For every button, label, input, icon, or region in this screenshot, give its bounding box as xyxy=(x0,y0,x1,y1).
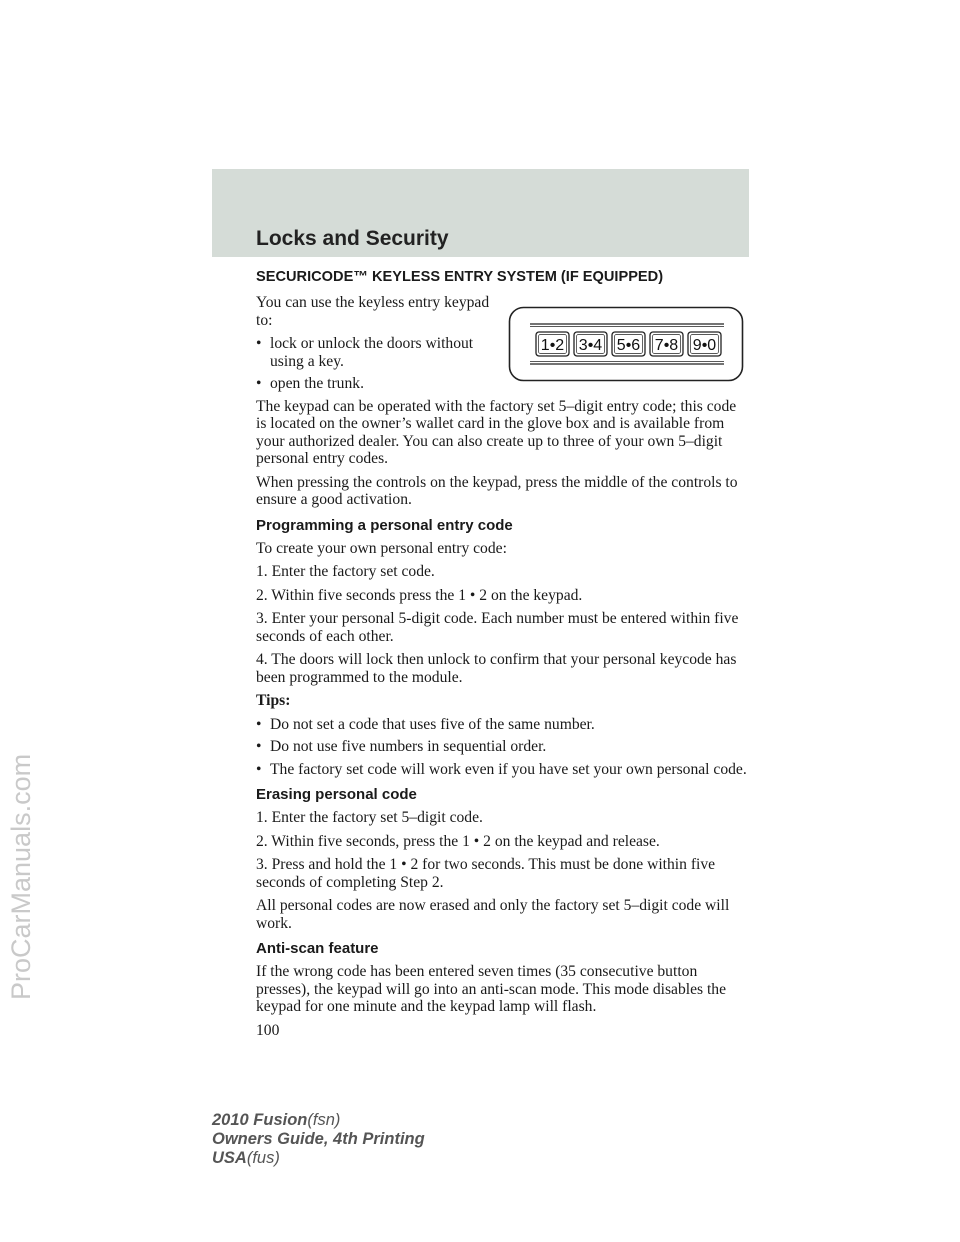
paragraph: When pressing the controls on the keypad, press the middle of the controls to ensure a good activation. xyxy=(256,473,738,508)
keypad-button-1 xyxy=(536,332,569,356)
print-footer: 2010 Fusion(fsn) Owners Guide, 4th Printing USA(fus) xyxy=(212,1111,425,1167)
list-item: • open the trunk. xyxy=(256,375,364,392)
keypad-button-2 xyxy=(574,332,607,356)
step-item: 3. Enter your personal 5-digit code. Each number must be entered within five seconds of each other. xyxy=(256,610,739,645)
keypad-button-5 xyxy=(688,332,721,356)
list-item: • lock or unlock the doors without using a key. xyxy=(256,335,474,370)
subheading-programming: Programming a personal entry code xyxy=(256,516,513,534)
chapter-title: Locks and Security xyxy=(256,227,449,250)
step-item: 2. Within five seconds press the 1 • 2 on the keypad. xyxy=(256,586,583,604)
step-item: 1. Enter the factory set code. xyxy=(256,563,435,580)
svg-text:7•8: 7•8 xyxy=(654,337,679,354)
subheading-erasing: Erasing personal code xyxy=(256,786,417,803)
paragraph: To create your own personal entry code: xyxy=(256,539,507,557)
svg-text:3•4: 3•4 xyxy=(578,337,603,354)
intro-block xyxy=(256,294,748,393)
svg-text:1•2: 1•2 xyxy=(540,337,565,354)
watermark-text: ProCarManuals.com xyxy=(6,753,36,1000)
step-item: 1. Enter the factory set 5–digit code. xyxy=(256,809,483,826)
section-header-band xyxy=(212,169,749,257)
section-title: SECURICODE™ KEYLESS ENTRY SYSTEM (IF EQUIPPED) xyxy=(256,269,664,285)
list-item: • Do not set a code that uses five of the same number. xyxy=(256,715,595,733)
intro-text: You can use the keyless entry keypad to: xyxy=(256,294,490,329)
keypad-button-4 xyxy=(650,332,683,356)
svg-text:9•0: 9•0 xyxy=(692,337,717,354)
paragraph: The keypad can be operated with the factory set 5–digit entry code; this code is located on the owner’s wallet card in the glove box and is available from your authorized dealer. You can also create up to three of your own 5–digit personal entry codes. xyxy=(256,397,737,467)
step-item: 2. Within five seconds, press the 1 • 2 on the keypad and release. xyxy=(256,832,660,850)
keypad-button-3 xyxy=(612,332,645,356)
svg-text:5•6: 5•6 xyxy=(616,337,641,354)
step-item: 4. The doors will lock then unlock to confirm that your personal keycode has been programmed to the module. xyxy=(256,651,737,686)
page-number: 100 xyxy=(256,1021,280,1039)
paragraph: All personal codes are now erased and only the factory set 5–digit code will work. xyxy=(256,897,730,932)
subheading-antiscan: Anti-scan feature xyxy=(256,940,379,957)
tips-label: Tips: xyxy=(256,692,291,709)
list-item: • Do not use five numbers in sequential order. xyxy=(256,738,547,755)
list-item: • The factory set code will work even if you have set your own personal code. xyxy=(256,760,747,778)
paragraph: If the wrong code has been entered seven times (35 consecutive button presses), the keypad will go into an anti-scan mode. This mode disables the keypad for one minute and the keypad lamp will flash. xyxy=(256,963,727,1015)
keypad-illustration xyxy=(508,306,744,382)
step-item: 3. Press and hold the 1 • 2 for two seconds. This must be done within five seconds of completing Step 2. xyxy=(256,856,716,891)
page-content xyxy=(256,268,748,1039)
